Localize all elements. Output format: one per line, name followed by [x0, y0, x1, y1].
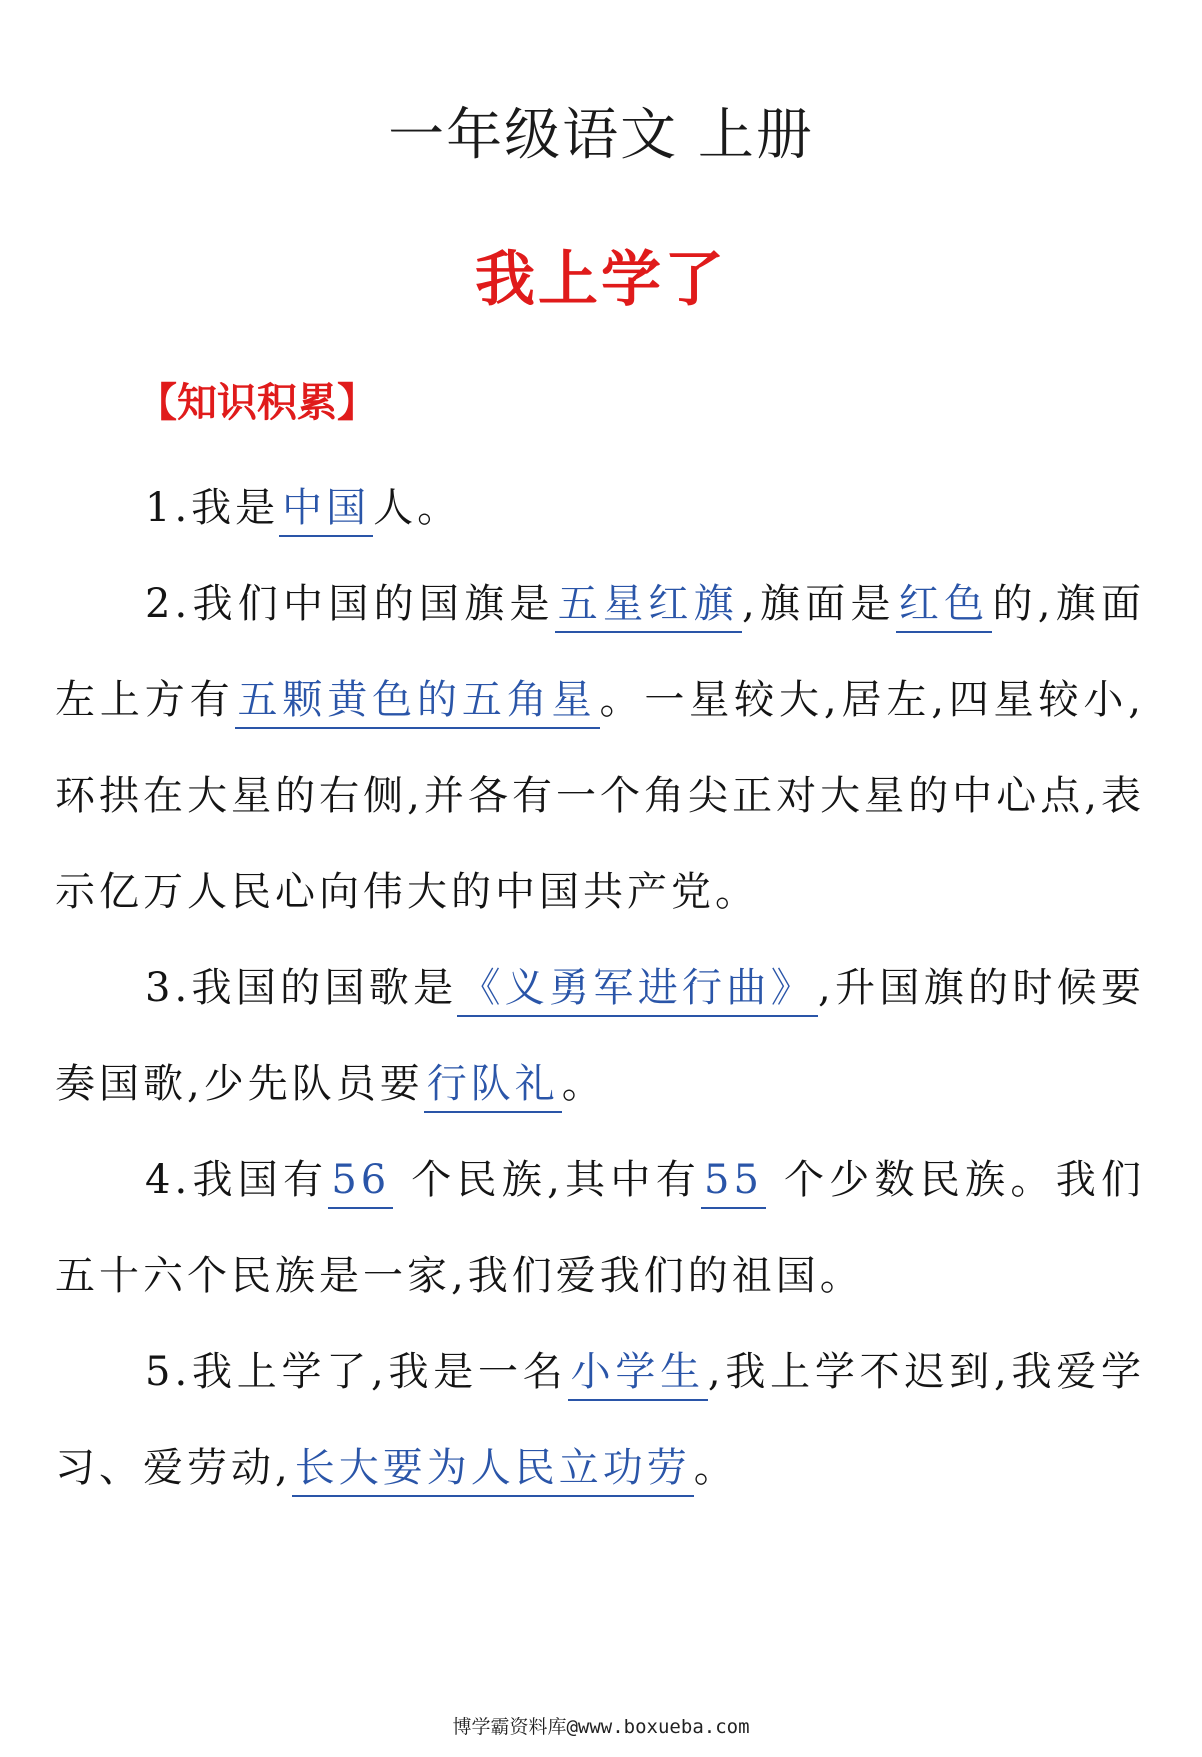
item-text: 。一星较大,居左,四星较小,环拱在大星的右侧,并各有一个角尖正对大星的中心点,表示亿万人民心向伟大的中国共产党。 [55, 677, 1146, 915]
item-number: 4. [145, 1157, 192, 1203]
answer-text: 中国 [279, 485, 373, 537]
item-1 [55, 460, 1145, 556]
item-text: ,旗面是 [741, 581, 896, 627]
item-text: ,升国旗的时候要奏国歌,少先队员要 [55, 965, 1146, 1107]
item-number: 1. [145, 485, 192, 531]
item-number: 2. [145, 581, 192, 627]
item-text: 。 [693, 1445, 738, 1491]
answer-text: 行队礼 [424, 1061, 562, 1113]
item-text: 我上学了,我是一名 [191, 1349, 568, 1395]
lesson-title: 我上学了 [475, 245, 727, 315]
item-text: 。 [561, 1061, 606, 1107]
item-number: 5. [145, 1349, 192, 1395]
item-text: 我国的国歌是 [191, 965, 458, 1011]
answer-text: 长大要为人民立功劳 [292, 1445, 694, 1497]
item-text: 人。 [373, 485, 462, 531]
answer-text: 红色 [896, 581, 993, 633]
section-label: 【知识积累】 [137, 380, 377, 426]
item-4 [55, 1132, 1145, 1324]
answer-text: 56 [328, 1157, 393, 1209]
content-body [55, 460, 1145, 1516]
answer-text: 五颗黄色的五角星 [235, 677, 600, 729]
item-text: 我国有 [191, 1157, 329, 1203]
item-text: 的,旗面左上方有 [55, 581, 1146, 723]
item-text: 个民族,其中有 [393, 1157, 702, 1203]
answer-text: 55 [701, 1157, 766, 1209]
item-2 [55, 556, 1145, 940]
item-text: 个少数民族。我们五十六个民族是一家,我们爱我们的祖国。 [55, 1157, 1145, 1299]
item-text: 我们中国的国旗是 [191, 581, 555, 627]
item-text: 我是 [191, 485, 280, 531]
item-text: ,我上学不迟到,我爱学习、爱劳动, [55, 1349, 1146, 1491]
answer-text: 五星红旗 [555, 581, 742, 633]
answer-text: 小学生 [568, 1349, 708, 1401]
answer-text: 《义勇军进行曲》 [457, 965, 818, 1017]
item-3 [55, 940, 1145, 1132]
footer-watermark: 博学霸资料库@www.boxueba.com [452, 1716, 750, 1738]
item-number: 3. [145, 965, 192, 1011]
page-title: 一年级语文 上册 [388, 103, 814, 168]
item-5 [55, 1324, 1145, 1516]
